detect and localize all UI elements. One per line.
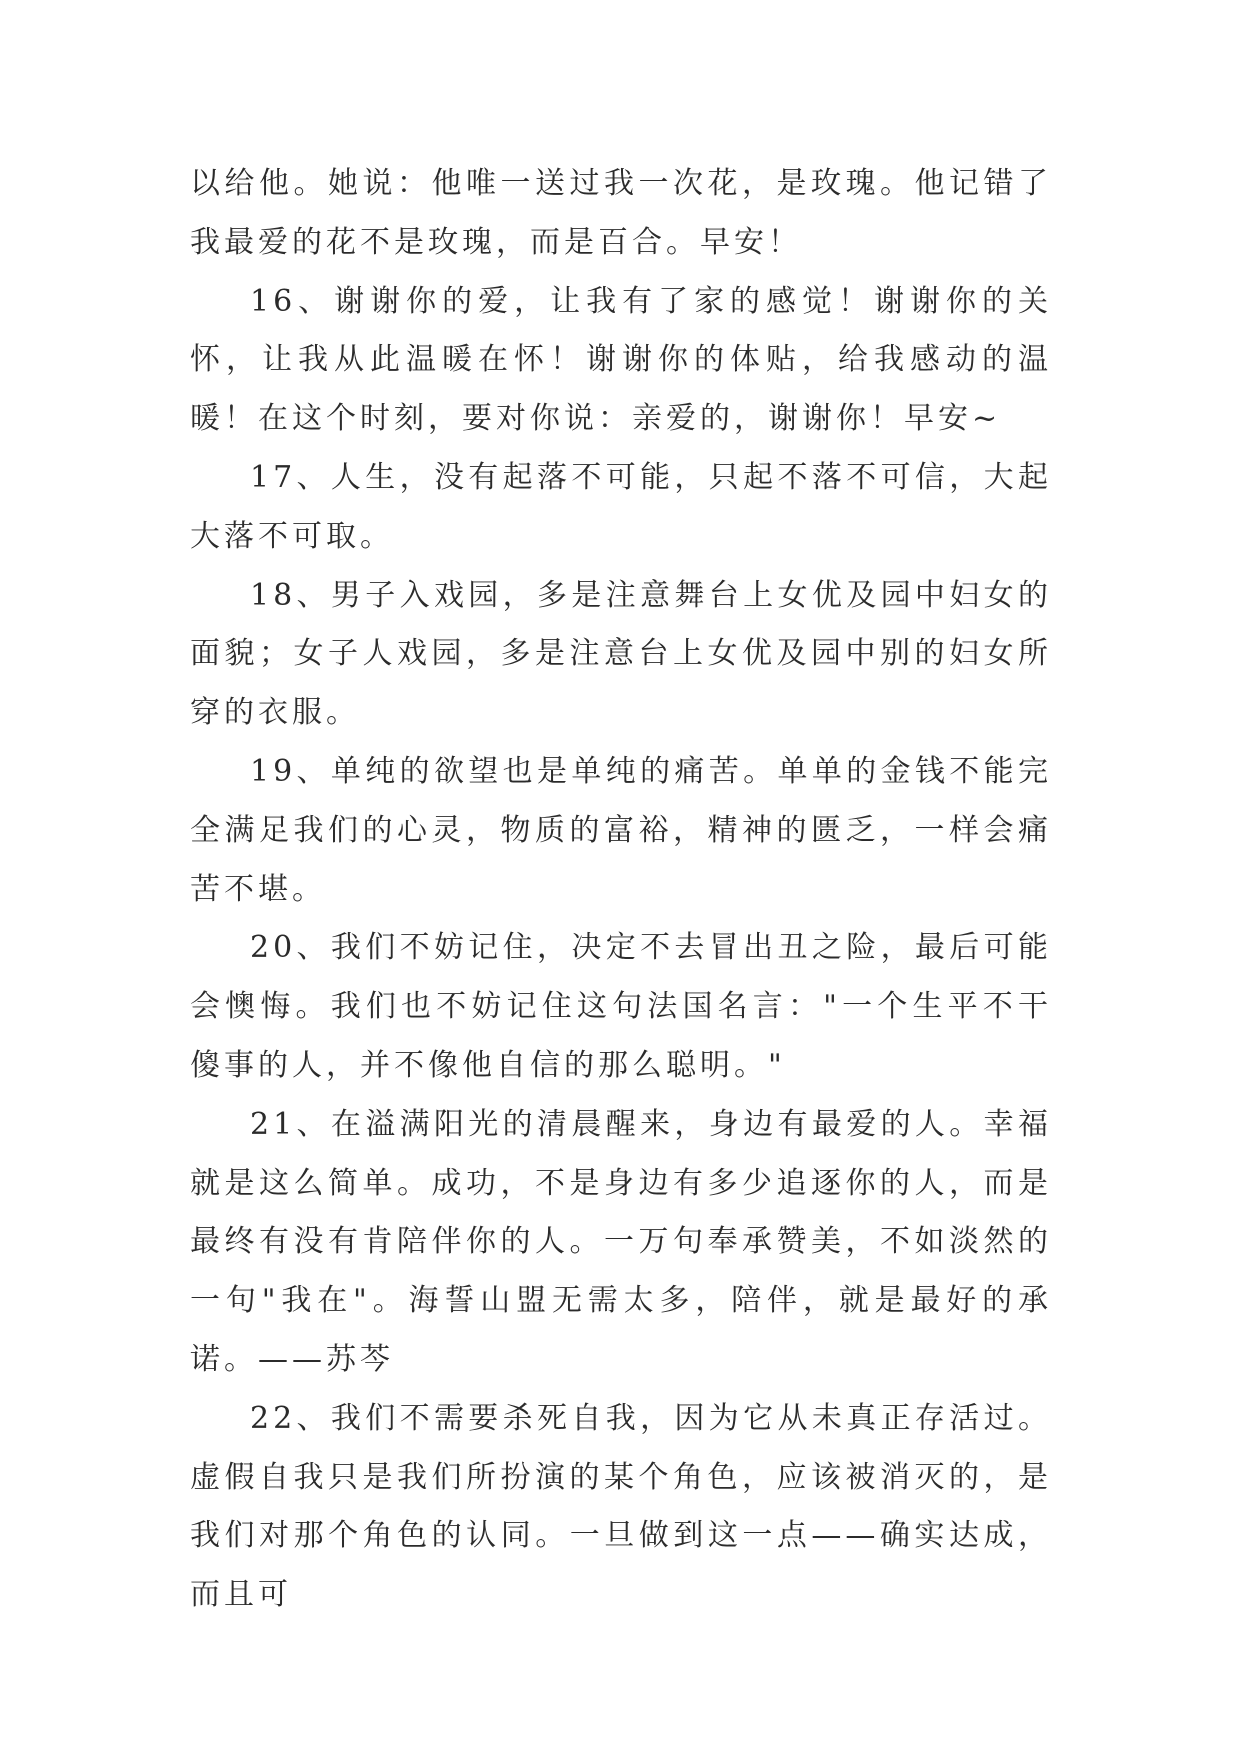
- paragraph-21: 21、在溢满阳光的清晨醒来，身边有最爱的人。幸福就是这么简单。成功，不是身边有多少追逐你的人，而是最终有没有肯陪伴你的人。一万句奉承赞美，不如淡然的一句"我在"。海誓山盟无需太多，陪伴，就是最好的承诺。——苏芩: [190, 1106, 1052, 1377]
- document-body: [190, 155, 1052, 1625]
- paragraph-18: 18、男子入戏园，多是注意舞台上女优及园中妇女的面貌；女子人戏园，多是注意台上女优及园中别的妇女所穿的衣服。: [190, 577, 1052, 731]
- paragraph-20: 20、我们不妨记住，决定不去冒出丑之险，最后可能会懊悔。我们也不妨记住这句法国名言："一个生平不干傻事的人，并不像他自信的那么聪明。": [190, 930, 1052, 1083]
- paragraph-continuation: 以给他。她说：他唯一送过我一次花，是玫瑰。他记错了我最爱的花不是玫瑰，而是百合。早安！: [190, 166, 1052, 260]
- paragraph-19: 19、单纯的欲望也是单纯的痛苦。单单的金钱不能完全满足我们的心灵，物质的富裕，精神的匮乏，一样会痛苦不堪。: [190, 753, 1052, 907]
- paragraph-22: 22、我们不需要杀死自我，因为它从未真正存活过。虚假自我只是我们所扮演的某个角色，应该被消灭的，是我们对那个角色的认同。一旦做到这一点——确实达成，而且可: [190, 1400, 1052, 1613]
- paragraph-17: 17、人生，没有起落不可能，只起不落不可信，大起大落不可取。: [190, 459, 1052, 554]
- paragraph-16: 16、谢谢你的爱，让我有了家的感觉！谢谢你的关怀，让我从此温暖在怀！谢谢你的体贴，给我感动的温暖！在这个时刻，要对你说：亲爱的，谢谢你！早安~: [190, 283, 1052, 437]
